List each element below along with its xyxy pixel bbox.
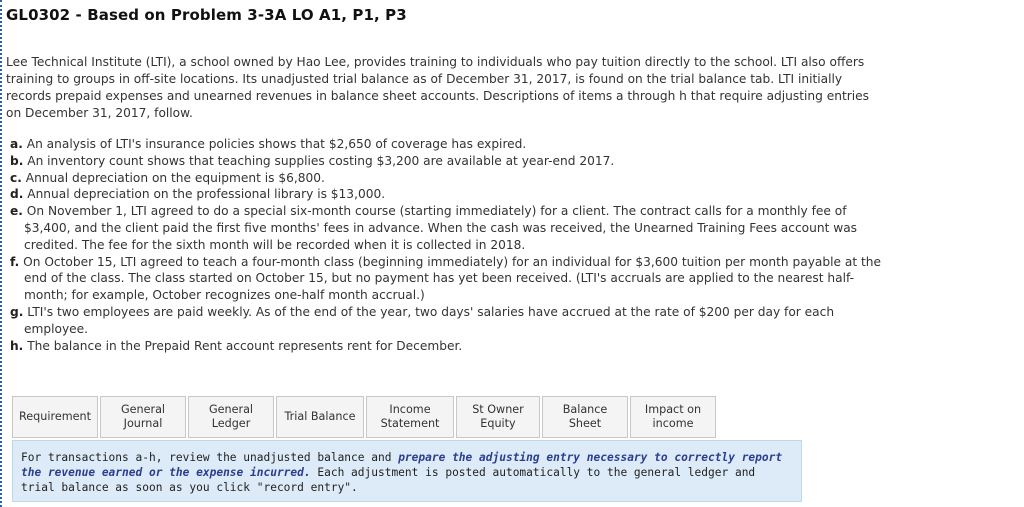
tab-label-line1: General bbox=[120, 403, 166, 416]
tab-income-statement[interactable] bbox=[366, 396, 454, 438]
item-text: An inventory count shows that teaching supplies costing $3,200 are available at year-end 2017. bbox=[27, 153, 615, 168]
tab-label-line1: St Owner bbox=[472, 403, 524, 416]
tab-impact-on-income[interactable] bbox=[630, 396, 716, 438]
item-text: On October 15, LTI agreed to teach a four-month class (beginning immediately) for an individual for $3,600 tuition per month payable at the end of the class. The class started on October 15, but no payment has yet been received. (LTI's accruals are applied to the nearest half-month; for example, October recognizes one-half month accrual.) bbox=[23, 254, 881, 303]
problem-intro: Lee Technical Institute (LTI), a school owned by Hao Lee, provides training to individuals who pay tuition directly to the school. LTI also offers training to groups in off-site locations. Its unadjusted trial balance as of December 31, 2017, is found on the trial balance tab. LTI initially records prepaid expenses and unearned revenues in balance sheet accounts. Descriptions of items a through h that require adjusting entries on December 31, 2017, follow. bbox=[6, 55, 869, 120]
tab-requirement[interactable] bbox=[12, 396, 98, 438]
tab-label-line1: Impact on bbox=[644, 403, 702, 416]
tab-label-line1: Income bbox=[389, 403, 431, 416]
instructions-panel bbox=[12, 440, 802, 502]
list-item bbox=[10, 254, 890, 304]
list-item bbox=[10, 338, 890, 355]
item-letter: e. bbox=[10, 204, 23, 219]
tab-bar bbox=[12, 396, 716, 438]
tab-label: Balance Sheet bbox=[562, 403, 608, 430]
list-item bbox=[10, 304, 890, 338]
tab-balance-sheet[interactable] bbox=[542, 396, 628, 438]
tab-general-journal[interactable] bbox=[100, 396, 186, 438]
item-text: On November 1, LTI agreed to do a special six-month course (starting immediately) for a client. The contract calls for a monthly fee of $3,400, and the client paid the first five months' fees in advance. When the cash was received, the Unearned Training Fees account was credited. The fee for the sixth month will be recorded when it is collected in 2018. bbox=[24, 204, 858, 252]
tab-label-line2: Journal bbox=[123, 417, 163, 430]
tab-trial-balance[interactable] bbox=[276, 396, 364, 438]
list-item bbox=[10, 203, 890, 253]
tab-label-line2: Ledger bbox=[211, 417, 251, 430]
list-item bbox=[10, 153, 890, 170]
item-letter: f. bbox=[10, 254, 20, 269]
tab-label-line2: Statement bbox=[380, 417, 440, 430]
item-letter: d. bbox=[10, 187, 24, 202]
page-title: GL0302 - Based on Problem 3-3A LO A1, P1, P3 bbox=[6, 6, 407, 24]
tab-label: Trial Balance bbox=[284, 410, 356, 423]
item-letter: h. bbox=[10, 338, 24, 353]
item-text: Annual depreciation on the professional library is $13,000. bbox=[27, 187, 386, 202]
tab-label-line2: income bbox=[652, 417, 694, 430]
item-text: Annual depreciation on the equipment is $6,800. bbox=[25, 170, 325, 185]
item-letter: b. bbox=[10, 153, 24, 168]
item-text: The balance in the Prepaid Rent account represents rent for December. bbox=[27, 338, 463, 353]
list-item bbox=[10, 170, 890, 187]
item-text: LTI's two employees are paid weekly. As of the end of the year, two days' salaries have accrued at the rate of $200 per day for each employee. bbox=[24, 304, 835, 336]
instructions-emphasis: prepare the adjusting entry necessary to correctly report the revenue earned or the expense incurred. bbox=[21, 451, 783, 479]
instructions-text-cont: Each adjustment is posted automatically to the general ledger and trial balance as soon as you click "record entry". bbox=[21, 466, 756, 494]
adjustment-items-list bbox=[10, 136, 890, 354]
tab-general-ledger[interactable] bbox=[188, 396, 274, 438]
tab-label-line1: General bbox=[208, 403, 254, 416]
instructions-text: For transactions a-h, review the unadjusted balance and bbox=[21, 451, 399, 464]
item-text: An analysis of LTI's insurance policies shows that $2,650 of coverage has expired. bbox=[26, 137, 527, 151]
item-letter: a. bbox=[10, 137, 23, 151]
tab-label: Requirement bbox=[19, 410, 91, 423]
list-item bbox=[10, 136, 890, 153]
tab-st-owner-equity[interactable] bbox=[456, 396, 540, 438]
list-item bbox=[10, 186, 890, 203]
item-letter: c. bbox=[10, 170, 22, 185]
tab-label-line2: Equity bbox=[480, 417, 516, 430]
item-letter: g. bbox=[10, 304, 24, 319]
